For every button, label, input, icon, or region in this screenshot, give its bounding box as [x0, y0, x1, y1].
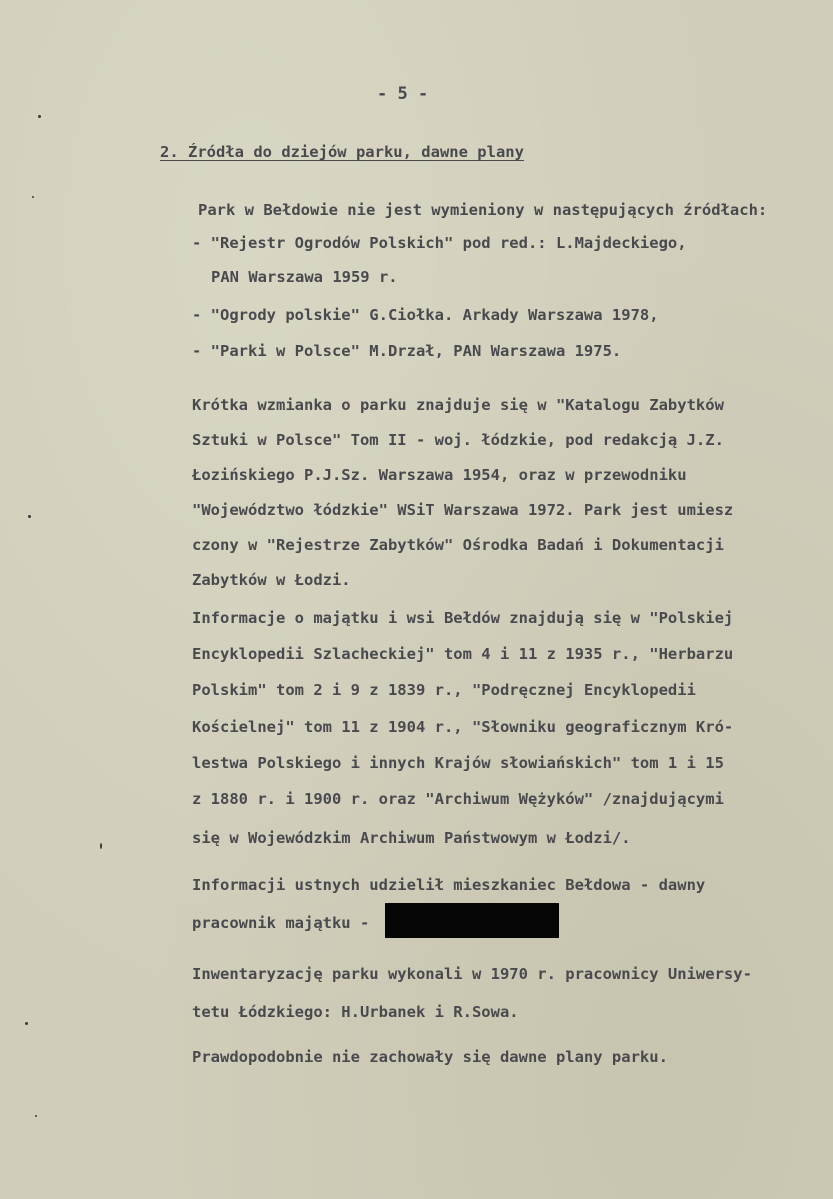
text-line: Informacji ustnych udzielił mieszkaniec Bełdowa - dawny: [192, 876, 706, 894]
text-line: Sztuki w Polsce" Tom II - woj. łódzkie, pod redakcją J.Z.: [192, 431, 724, 449]
text-line: Krótka wzmianka o parku znajduje się w "Katalogu Zabytków: [192, 396, 724, 414]
redaction-bar: [385, 903, 559, 938]
text-line: PAN Warszawa 1959 r.: [211, 268, 398, 286]
text-line: pracownik majątku -: [192, 914, 370, 932]
text-line: Inwentaryzację parku wykonali w 1970 r. pracownicy Uniwersy-: [192, 965, 752, 983]
text-line: "Województwo łódzkie" WSiT Warszawa 1972. Park jest umiesz: [192, 501, 734, 519]
paper-speck: [28, 515, 31, 518]
paper-speck: [25, 1022, 28, 1025]
text-line: Zabytków w Łodzi.: [192, 571, 351, 589]
text-line: się w Wojewódzkim Archiwum Państwowym w Łodzi/.: [192, 829, 631, 847]
text-line: Encyklopedii Szlacheckiej" tom 4 i 11 z 1935 r., "Herbarzu: [192, 645, 734, 663]
text-line: Prawdopodobnie nie zachowały się dawne plany parku.: [192, 1048, 668, 1066]
text-line: Kościelnej" tom 11 z 1904 r., "Słowniku geograficznym Kró-: [192, 718, 734, 736]
text-line: Park w Bełdowie nie jest wymieniony w następujących źródłach:: [198, 201, 768, 219]
text-line: czony w "Rejestrze Zabytków" Ośrodka Badań i Dokumentacji: [192, 536, 724, 554]
text-line: - "Parki w Polsce" M.Drzał, PAN Warszawa 1975.: [192, 342, 622, 360]
text-line: - "Rejestr Ogrodów Polskich" pod red.: L.Majdeckiego,: [192, 234, 687, 252]
page-number: - 5 -: [377, 84, 429, 104]
text-line: Łozińskiego P.J.Sz. Warszawa 1954, oraz w przewodniku: [192, 466, 687, 484]
paper-speck: [35, 1115, 37, 1117]
section-heading: 2. Źródła do dziejów parku, dawne plany: [160, 143, 524, 161]
text-line: tetu Łódzkiego: H.Urbanek i R.Sowa.: [192, 1003, 519, 1021]
paper-speck: [38, 115, 41, 118]
text-line: Polskim" tom 2 i 9 z 1839 r., "Podręcznej Encyklopedii: [192, 681, 696, 699]
text-line: z 1880 r. i 1900 r. oraz "Archiwum Wężyków" /znajdującymi: [192, 790, 724, 808]
paper-speck: [100, 843, 102, 849]
text-line: lestwa Polskiego i innych Krajów słowiańskich" tom 1 i 15: [192, 754, 724, 772]
paper-speck: [32, 196, 34, 198]
text-line: Informacje o majątku i wsi Bełdów znajdują się w "Polskiej: [192, 609, 734, 627]
text-line: - "Ogrody polskie" G.Ciołka. Arkady Warszawa 1978,: [192, 306, 659, 324]
